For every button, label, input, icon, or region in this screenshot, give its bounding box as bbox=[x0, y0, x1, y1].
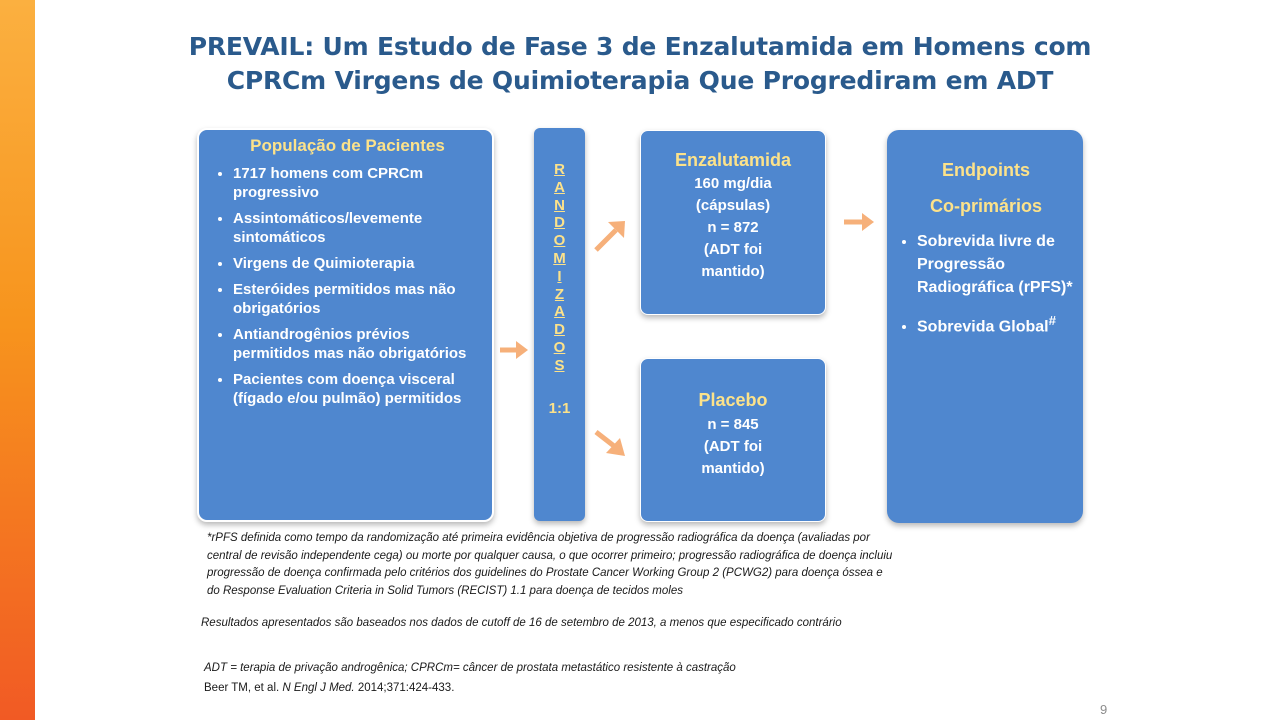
arrow-up-right-icon bbox=[592, 218, 628, 254]
population-list bbox=[209, 164, 486, 408]
randomization-label bbox=[534, 161, 585, 375]
population-item: • Virgens de Quimioterapia bbox=[233, 254, 486, 273]
rand-letter: A bbox=[554, 303, 565, 321]
footnote-line: central de revisão independente cega) ou morte por qualquer causa, o que ocorrer primeiro; progressão radiográfica de doença incluiu bbox=[207, 549, 893, 562]
arrow-right-icon bbox=[842, 210, 876, 234]
rand-letter: I bbox=[557, 267, 562, 285]
slide-title bbox=[120, 30, 1160, 98]
arrow-right-icon bbox=[498, 338, 530, 362]
enzalutamide-line: 160 mg/dia bbox=[694, 175, 772, 192]
endpoint-item bbox=[917, 230, 1073, 299]
endpoints-heading: Endpoints bbox=[942, 160, 1030, 180]
population-item: • Antiandrogênios prévios permitidos mas não obrigatórios bbox=[233, 325, 486, 363]
population-item: • Esteróides permitidos mas não obrigatórios bbox=[233, 280, 486, 318]
endpoints-box bbox=[887, 130, 1083, 523]
rand-letter: M bbox=[553, 249, 566, 267]
patient-population-box bbox=[197, 128, 494, 522]
endpoints-subheading: Co-primários bbox=[929, 196, 1043, 216]
footnote-line: progressão de doença confirmada pelo critérios dos guidelines do Prostate Cancer Working Group 2 (PCWG2) para doença óssea e bbox=[207, 567, 883, 579]
endpoint-text: Sobrevida livre de Progressão Radiográfica (rPFS)* bbox=[917, 233, 1073, 296]
abbreviations-note: ADT = terapia de privação androgênica; CPRCm= câncer de prostata metastático resistente à castração bbox=[204, 662, 736, 674]
placebo-line: mantido) bbox=[701, 460, 765, 477]
side-accent-bar bbox=[0, 0, 35, 720]
rand-letter: D bbox=[554, 214, 565, 232]
enzalutamide-line: n = 872 bbox=[707, 219, 759, 236]
randomization-ratio: 1:1 bbox=[548, 399, 571, 417]
endpoints-list bbox=[899, 230, 1073, 338]
rand-letter: A bbox=[554, 178, 565, 196]
arrow-down-right-icon bbox=[592, 428, 628, 460]
results-note: Resultados apresentados são baseados nos dados de cutoff de 16 de setembro de 2013, a menos que especificado contrário bbox=[201, 617, 842, 629]
reference-citation bbox=[204, 682, 454, 694]
endpoint-text: Sobrevida Global bbox=[917, 318, 1049, 336]
rand-letter: Z bbox=[554, 285, 565, 303]
enzalutamide-line: mantido) bbox=[701, 263, 765, 280]
population-heading: População de Pacientes bbox=[250, 136, 445, 155]
rand-letter: S bbox=[554, 356, 565, 374]
enzalutamide-heading: Enzalutamida bbox=[674, 150, 792, 170]
enzalutamide-line: (cápsulas) bbox=[695, 197, 771, 214]
placebo-heading: Placebo bbox=[698, 390, 768, 410]
placebo-arm-box bbox=[640, 358, 826, 522]
footnote-line: do Response Evaluation Criteria in Solid Tumors (RECIST) 1.1 para doença de tecidos moles bbox=[207, 584, 683, 597]
rand-letter: O bbox=[553, 232, 566, 250]
population-item: • Pacientes com doença visceral (fígado e/ou pulmão) permitidos bbox=[233, 370, 486, 408]
endpoint-item bbox=[917, 309, 1073, 338]
population-item: • 1717 homens com CPRCm progressivo bbox=[233, 164, 486, 202]
reference-journal: N Engl J Med. bbox=[282, 682, 355, 694]
enzalutamide-arm-box bbox=[640, 130, 826, 315]
placebo-line: n = 845 bbox=[707, 416, 759, 433]
rand-letter: R bbox=[554, 161, 565, 178]
page-number: 9 bbox=[1100, 702, 1108, 717]
rand-letter: D bbox=[554, 321, 565, 339]
reference-details: 2014;371:424-433. bbox=[354, 682, 455, 694]
placebo-line: (ADT foi bbox=[703, 438, 763, 455]
enzalutamide-line: (ADT foi bbox=[703, 241, 763, 258]
randomization-box bbox=[534, 128, 585, 521]
footnote-line: *rPFS definida como tempo da randomização até primeira evidência objetiva de progressão radiográfica da doença (avaliadas por bbox=[207, 532, 870, 544]
title-line-1: PREVAIL: Um Estudo de Fase 3 de Enzalutamida em Homens com bbox=[188, 32, 1092, 61]
rpfs-footnote bbox=[207, 530, 1087, 600]
endpoint-superscript: # bbox=[1048, 313, 1057, 328]
rand-letter: N bbox=[554, 196, 565, 214]
rand-letter: O bbox=[553, 338, 566, 356]
population-item: • Assintomáticos/levemente sintomáticos bbox=[233, 209, 486, 247]
title-line-2: CPRCm Virgens de Quimioterapia Que Progrediram em ADT bbox=[226, 66, 1054, 95]
reference-authors: Beer TM, et al. bbox=[204, 682, 283, 694]
